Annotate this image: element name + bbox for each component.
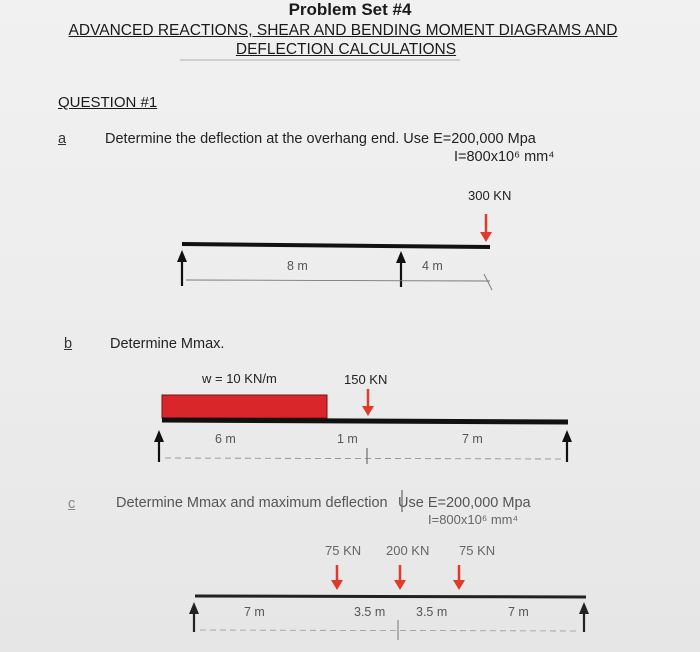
part-a-reaction-right-arrow — [396, 251, 406, 287]
page-subtitle-line1: ADVANCED REACTIONS, SHEAR AND BENDING MOMENT DIAGRAMS AND — [68, 22, 618, 39]
part-a-load-label: 300 KN — [468, 188, 512, 203]
part-c-diagram — [189, 490, 589, 640]
part-a-question: Determine the deflection at the overhang end. Use E=200,000 Mpa — [105, 131, 536, 147]
part-c-beam — [195, 596, 586, 597]
part-b-udl-block — [162, 395, 327, 418]
part-c-reaction-right-arrow — [579, 602, 589, 632]
part-b-diagram — [154, 389, 572, 464]
part-b-span1-label: 6 m — [215, 432, 236, 446]
part-c-span1-label: 7 m — [244, 605, 265, 619]
part-b-question: Determine Mmax. — [110, 336, 225, 352]
part-c-question: Determine Mmax and maximum deflection — [116, 495, 388, 511]
part-c-span2-label: 3.5 m — [354, 605, 386, 619]
page-subtitle-line2: DEFLECTION CALCULATIONS — [235, 41, 457, 58]
part-c-load1-label: 75 KN — [325, 543, 362, 558]
part-c-reaction-left-arrow — [189, 602, 199, 632]
part-a-reaction-left-arrow — [177, 250, 187, 286]
part-a-load-arrow — [480, 214, 492, 242]
part-b-span2-label: 1 m — [337, 432, 358, 446]
part-c-load3-arrow — [453, 565, 465, 590]
part-b-dimension-line — [165, 458, 562, 459]
part-c-span4-label: 7 m — [508, 605, 529, 619]
part-a-dimension-line — [186, 280, 490, 281]
part-c-load2-arrow — [394, 565, 406, 590]
part-a-span2-label: 4 m — [422, 259, 443, 273]
part-c-inertia: I=800x10⁶ mm⁴ — [428, 512, 519, 527]
part-a-dimension-tick — [484, 274, 492, 290]
question-heading: QUESTION #1 — [58, 94, 158, 111]
part-b-beam — [162, 420, 568, 422]
part-b-label: b — [64, 336, 73, 352]
part-b-span3-label: 7 m — [462, 432, 483, 446]
part-b-load-arrow — [362, 389, 374, 416]
part-c-span3-label: 3.5 m — [416, 605, 448, 619]
part-b-udl-label: w = 10 KN/m — [202, 371, 277, 386]
part-c-load1-arrow — [331, 565, 343, 590]
part-b-reaction-left-arrow — [154, 430, 164, 462]
page-title: Problem Set #4 — [288, 0, 412, 19]
part-c-load2-label: 200 KN — [386, 543, 430, 558]
part-a-inertia: I=800x10⁶ mm⁴ — [454, 149, 555, 165]
part-a-span1-label: 8 m — [287, 259, 308, 273]
part-c-dimension-line — [200, 630, 580, 631]
part-a-diagram — [177, 214, 492, 290]
part-a-label: a — [58, 131, 67, 147]
part-a-beam — [182, 244, 490, 247]
part-c-label: c — [68, 496, 76, 512]
part-b-reaction-right-arrow — [562, 430, 572, 462]
part-b-point-load-label: 150 KN — [344, 372, 388, 387]
part-c-load3-label: 75 KN — [459, 543, 496, 558]
part-c-modulus: Use E=200,000 Mpa — [398, 495, 531, 511]
